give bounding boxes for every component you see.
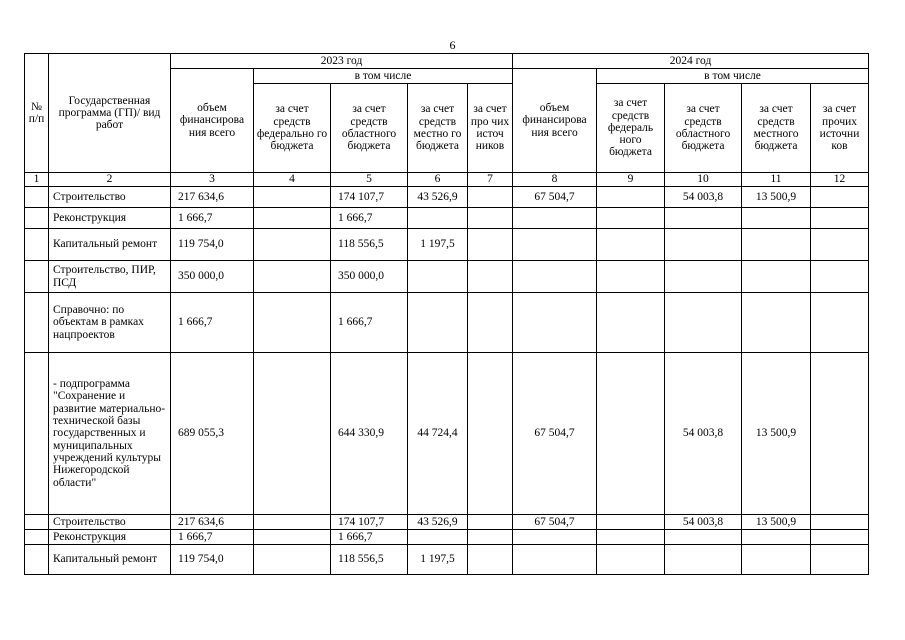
row-no <box>25 530 49 545</box>
header-year-2023: 2023 год <box>171 54 513 69</box>
header-col-num: № п/п <box>25 54 49 173</box>
cell-local-2024: 13 500,9 <box>742 515 811 530</box>
cell-federal-2023 <box>254 530 331 545</box>
row-name: Строительство <box>49 187 171 208</box>
cell-federal-2024 <box>597 353 665 515</box>
cell-total-2023: 119 754,0 <box>171 545 254 575</box>
row-no <box>25 229 49 261</box>
row-no <box>25 208 49 229</box>
cell-federal-2023 <box>254 229 331 261</box>
cell-local-2024 <box>742 530 811 545</box>
cell-regional-2023: 118 556,5 <box>331 545 408 575</box>
column-number-row <box>25 173 869 187</box>
cell-regional-2023: 1 666,7 <box>331 208 408 229</box>
table-row <box>25 293 869 353</box>
cell-regional-2024 <box>665 261 742 293</box>
row-name: Строительство, ПИР, ПСД <box>49 261 171 293</box>
row-no <box>25 353 49 515</box>
cell-other-2024 <box>811 261 869 293</box>
cell-federal-2024 <box>597 229 665 261</box>
table-row <box>25 187 869 208</box>
cell-total-2024: 67 504,7 <box>513 515 597 530</box>
cell-federal-2023 <box>254 353 331 515</box>
cell-local-2023 <box>408 208 468 229</box>
column-number: 8 <box>513 173 597 187</box>
cell-regional-2023: 174 107,7 <box>331 515 408 530</box>
header-row-years <box>25 54 869 69</box>
cell-other-2024 <box>811 545 869 575</box>
cell-total-2024 <box>513 293 597 353</box>
cell-total-2023: 1 666,7 <box>171 208 254 229</box>
header-other-2024: за счет прочих источни ков <box>811 84 869 173</box>
row-name: Реконструкция <box>49 530 171 545</box>
cell-total-2023: 689 055,3 <box>171 353 254 515</box>
header-federal-2023: за счет средств федерально го бюджета <box>254 84 331 173</box>
cell-regional-2024 <box>665 208 742 229</box>
cell-regional-2024 <box>665 530 742 545</box>
cell-regional-2023: 118 556,5 <box>331 229 408 261</box>
cell-federal-2024 <box>597 530 665 545</box>
cell-local-2024 <box>742 208 811 229</box>
row-name: Строительство <box>49 515 171 530</box>
cell-other-2023 <box>468 353 513 515</box>
row-no <box>25 187 49 208</box>
cell-other-2023 <box>468 229 513 261</box>
cell-total-2024 <box>513 545 597 575</box>
column-number: 7 <box>468 173 513 187</box>
cell-local-2023 <box>408 293 468 353</box>
cell-local-2024 <box>742 229 811 261</box>
cell-regional-2023: 1 666,7 <box>331 293 408 353</box>
cell-federal-2024 <box>597 545 665 575</box>
row-no <box>25 545 49 575</box>
table-row <box>25 545 869 575</box>
cell-other-2023 <box>468 187 513 208</box>
cell-local-2023 <box>408 261 468 293</box>
cell-federal-2023 <box>254 208 331 229</box>
cell-other-2023 <box>468 293 513 353</box>
header-including-2024: в том числе <box>597 69 869 84</box>
cell-regional-2024 <box>665 545 742 575</box>
table-row <box>25 208 869 229</box>
cell-federal-2023 <box>254 187 331 208</box>
cell-other-2023 <box>468 530 513 545</box>
header-regional-2023: за счет средств областного бюджета <box>331 84 408 173</box>
header-total-2023: объем финансирова ния всего <box>171 69 254 173</box>
cell-other-2024 <box>811 187 869 208</box>
cell-total-2023: 1 666,7 <box>171 530 254 545</box>
column-number: 1 <box>25 173 49 187</box>
column-number: 11 <box>742 173 811 187</box>
cell-total-2023: 217 634,6 <box>171 515 254 530</box>
cell-local-2023: 1 197,5 <box>408 229 468 261</box>
cell-federal-2024 <box>597 187 665 208</box>
cell-total-2023: 350 000,0 <box>171 261 254 293</box>
column-number: 3 <box>171 173 254 187</box>
header-regional-2024: за счет средств областного бюджета <box>665 84 742 173</box>
cell-local-2023: 43 526,9 <box>408 187 468 208</box>
table-row <box>25 229 869 261</box>
cell-other-2024 <box>811 515 869 530</box>
cell-federal-2023 <box>254 293 331 353</box>
row-name: - подпрограмма "Сохранение и развитие материально-технической базы государственных и муниципальных учреждений культуры Нижегородской области" <box>49 353 171 515</box>
cell-local-2024: 13 500,9 <box>742 353 811 515</box>
row-name: Реконструкция <box>49 208 171 229</box>
cell-total-2024 <box>513 229 597 261</box>
cell-regional-2024: 54 003,8 <box>665 353 742 515</box>
cell-total-2023: 119 754,0 <box>171 229 254 261</box>
cell-regional-2024 <box>665 293 742 353</box>
header-year-2024: 2024 год <box>513 54 869 69</box>
page-number: 6 <box>449 38 456 52</box>
cell-local-2024 <box>742 293 811 353</box>
cell-total-2024 <box>513 261 597 293</box>
cell-other-2024 <box>811 229 869 261</box>
cell-total-2024: 67 504,7 <box>513 353 597 515</box>
row-no <box>25 515 49 530</box>
cell-regional-2024: 54 003,8 <box>665 515 742 530</box>
row-name: Капитальный ремонт <box>49 229 171 261</box>
cell-total-2023: 1 666,7 <box>171 293 254 353</box>
column-number: 6 <box>408 173 468 187</box>
cell-federal-2024 <box>597 293 665 353</box>
cell-other-2023 <box>468 515 513 530</box>
cell-regional-2023: 174 107,7 <box>331 187 408 208</box>
table-row <box>25 515 869 530</box>
cell-other-2024 <box>811 353 869 515</box>
table-row <box>25 261 869 293</box>
row-name: Капитальный ремонт <box>49 545 171 575</box>
header-col-program: Государственная программа (ГП)/ вид работ <box>49 54 171 173</box>
cell-federal-2023 <box>254 261 331 293</box>
cell-local-2024 <box>742 261 811 293</box>
cell-regional-2023: 1 666,7 <box>331 530 408 545</box>
header-including-2023: в том числе <box>254 69 513 84</box>
column-number: 4 <box>254 173 331 187</box>
header-local-2024: за счет средств местного бюджета <box>742 84 811 173</box>
cell-total-2024 <box>513 530 597 545</box>
header-other-2023: за счет про чих источ ников <box>468 84 513 173</box>
column-number: 10 <box>665 173 742 187</box>
cell-other-2024 <box>811 293 869 353</box>
cell-federal-2024 <box>597 261 665 293</box>
financing-table <box>24 53 869 575</box>
cell-total-2023: 217 634,6 <box>171 187 254 208</box>
row-no <box>25 293 49 353</box>
header-total-2024: объем финансирова ния всего <box>513 69 597 173</box>
cell-total-2024: 67 504,7 <box>513 187 597 208</box>
cell-other-2023 <box>468 545 513 575</box>
cell-regional-2024 <box>665 229 742 261</box>
cell-local-2023: 1 197,5 <box>408 545 468 575</box>
cell-local-2023 <box>408 530 468 545</box>
table-row <box>25 353 869 515</box>
header-federal-2024: за счет средств федераль ного бюджета <box>597 84 665 173</box>
cell-regional-2023: 644 330,9 <box>331 353 408 515</box>
cell-total-2024 <box>513 208 597 229</box>
row-no <box>25 261 49 293</box>
row-name: Справочно: по объектам в рамках нацпроектов <box>49 293 171 353</box>
cell-federal-2023 <box>254 515 331 530</box>
column-number: 12 <box>811 173 869 187</box>
cell-federal-2023 <box>254 545 331 575</box>
table-row <box>25 530 869 545</box>
cell-federal-2024 <box>597 515 665 530</box>
cell-local-2024: 13 500,9 <box>742 187 811 208</box>
cell-other-2023 <box>468 208 513 229</box>
cell-local-2023: 43 526,9 <box>408 515 468 530</box>
cell-other-2023 <box>468 261 513 293</box>
cell-regional-2023: 350 000,0 <box>331 261 408 293</box>
cell-regional-2024: 54 003,8 <box>665 187 742 208</box>
cell-federal-2024 <box>597 208 665 229</box>
column-number: 2 <box>49 173 171 187</box>
column-number: 5 <box>331 173 408 187</box>
cell-other-2024 <box>811 208 869 229</box>
cell-local-2024 <box>742 545 811 575</box>
cell-other-2024 <box>811 530 869 545</box>
column-number: 9 <box>597 173 665 187</box>
cell-local-2023: 44 724,4 <box>408 353 468 515</box>
header-local-2023: за счет средств местно го бюджета <box>408 84 468 173</box>
